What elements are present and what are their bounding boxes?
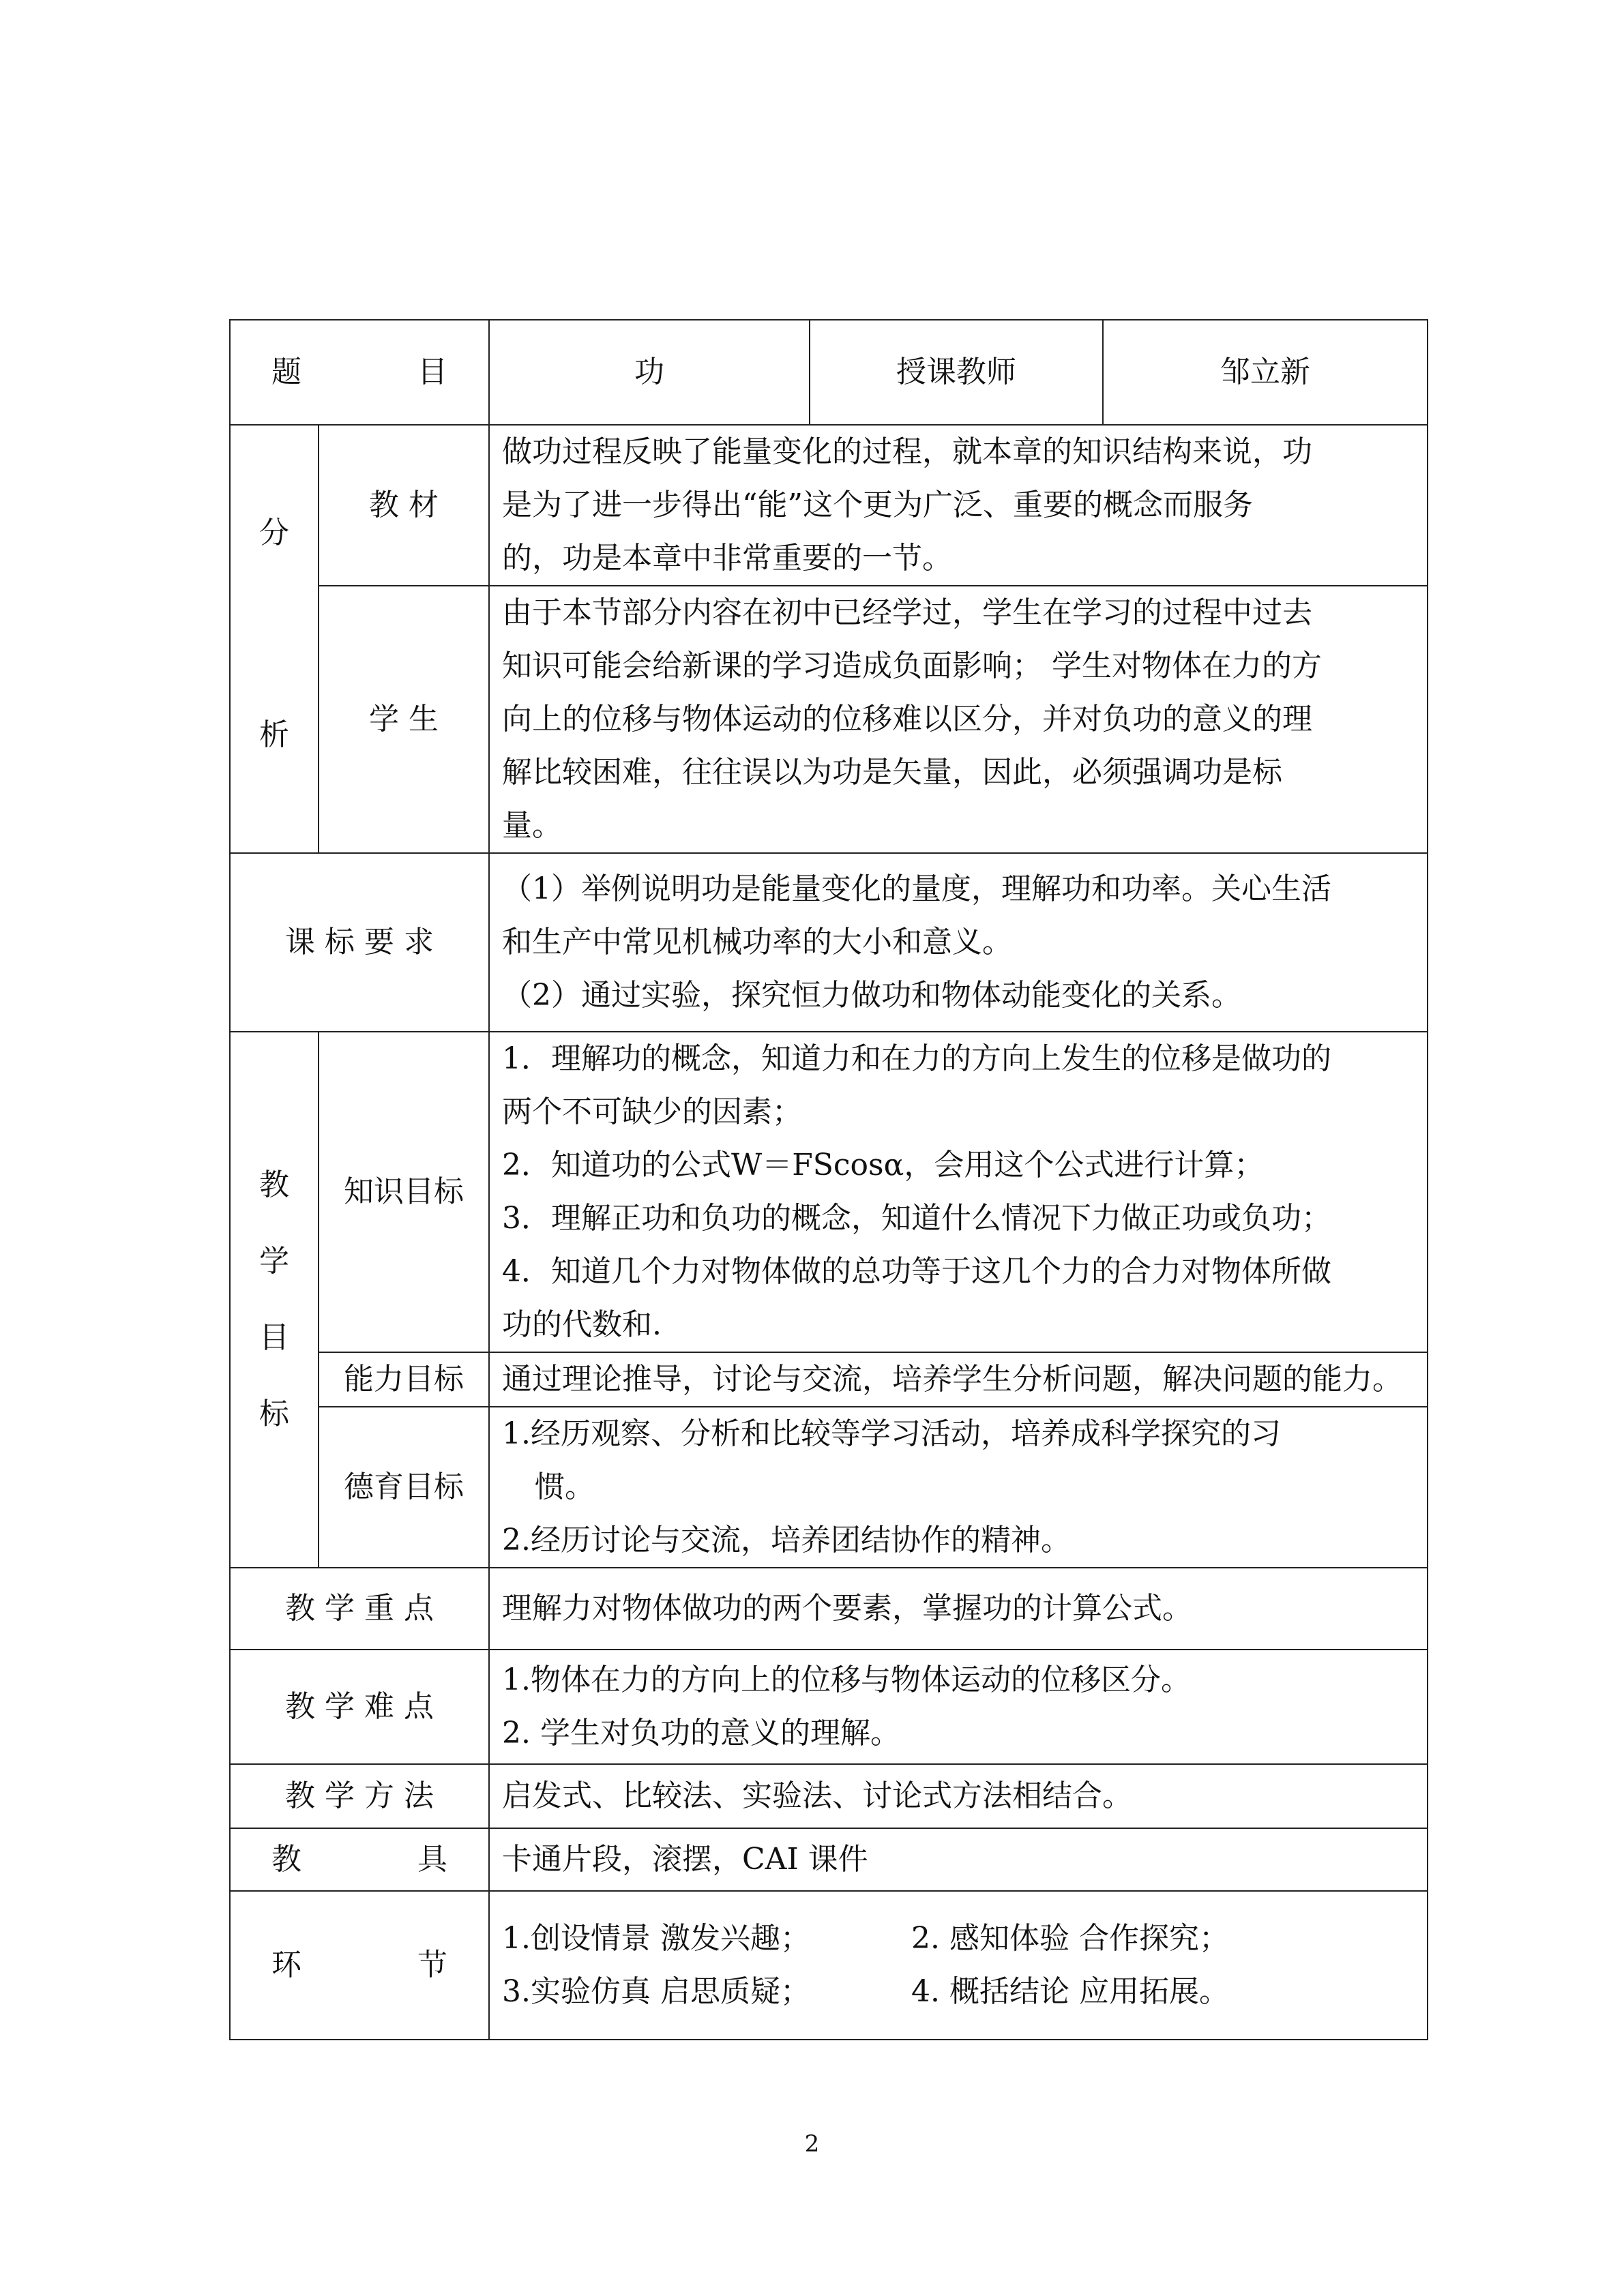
material-label: 教 材 <box>319 425 489 586</box>
stage-item: 4. 概括结论 应用拓展。 <box>911 1974 1229 2009</box>
analysis-char-1: 分 <box>259 516 289 550</box>
knowledge-line: 两个不可缺少的因素； <box>502 1094 802 1129</box>
material-line: 做功过程反映了能量变化的过程，就本章的知识结构来说，功 <box>502 434 1312 469</box>
tools-label-a: 教 <box>271 1842 301 1877</box>
moral-line: 1.经历观察、分析和比较等学习活动，培养成科学探究的习 <box>502 1416 1281 1451</box>
key-point-row <box>230 1568 1428 1650</box>
lesson-plan-table <box>229 319 1428 2040</box>
goals-group-cell <box>230 1032 319 1568</box>
page-number: 2 <box>804 2130 820 2158</box>
tools-label-cell <box>230 1828 489 1891</box>
method-text: 启发式、比较法、实验法、讨论式方法相结合。 <box>489 1764 1428 1828</box>
stages-label-a: 环 <box>271 1948 301 1982</box>
goals-knowledge-row <box>230 1032 1428 1352</box>
knowledge-line: 3．理解正功和负功的概念，知道什么情况下力做正功或负功； <box>502 1201 1331 1236</box>
goals-char: 目 <box>259 1320 289 1355</box>
moral-line: 2.经历讨论与交流，培养团结协作的精神。 <box>502 1523 1071 1557</box>
material-line: 的，功是本章中非常重要的一节。 <box>502 541 952 576</box>
teacher-value: 邹立新 <box>1103 320 1428 425</box>
knowledge-line: 功的代数和. <box>502 1307 662 1342</box>
stage-item: 3.实验仿真 启思质疑； <box>502 1974 810 2009</box>
topic-value: 功 <box>489 320 810 425</box>
stage-item: 2. 感知体验 合作探究； <box>911 1921 1229 1956</box>
analysis-student-row <box>230 586 1428 853</box>
stages-label-cell <box>230 1891 489 2040</box>
curriculum-line: （1）举例说明功是能量变化的量度，理解功和功率。关心生活 <box>502 871 1331 906</box>
difficulty-line: 2. 学生对负功的意义的理解。 <box>502 1716 900 1750</box>
goals-ability-row <box>230 1352 1428 1407</box>
student-line: 解比较困难，往往误以为功是矢量，因此，必须强调功是标 <box>502 755 1282 790</box>
student-line: 由于本节部分内容在初中已经学过，学生在学习的过程中过去 <box>502 595 1312 630</box>
difficulty-label: 教 学 难 点 <box>230 1650 489 1764</box>
goals-char: 学 <box>259 1244 289 1279</box>
header-row <box>230 320 1428 425</box>
analysis-group-cell <box>230 425 319 853</box>
topic-label-cell <box>230 320 489 425</box>
topic-label-a: 题 <box>271 355 301 389</box>
knowledge-label: 知识目标 <box>319 1032 489 1352</box>
ability-text: 通过理论推导，讨论与交流，培养学生分析问题，解决问题的能力。 <box>489 1352 1428 1407</box>
key-point-text: 理解力对物体做功的两个要素，掌握功的计算公式。 <box>489 1568 1428 1650</box>
curriculum-line: 和生产中常见机械功率的大小和意义。 <box>502 925 1012 959</box>
curriculum-row <box>230 853 1428 1032</box>
student-line: 量。 <box>502 808 562 843</box>
student-text <box>489 586 1428 853</box>
stages-label-b: 节 <box>417 1948 447 1982</box>
difficulty-line: 1.物体在力的方向上的位移与物体运动的位移区分。 <box>502 1663 1191 1697</box>
stages-text <box>489 1891 1428 2040</box>
difficulty-row <box>230 1650 1428 1764</box>
tools-text: 卡通片段，滚摆，CAI 课件 <box>489 1828 1428 1891</box>
knowledge-line: 4．知道几个力对物体做的总功等于这几个力的合力对物体所做 <box>502 1254 1331 1289</box>
teacher-label: 授课教师 <box>810 320 1103 425</box>
knowledge-line: 1．理解功的概念，知道力和在力的方向上发生的位移是做功的 <box>502 1041 1331 1076</box>
stage-item: 1.创设情景 激发兴趣； <box>502 1921 810 1956</box>
goals-char: 标 <box>259 1397 289 1431</box>
goals-char: 教 <box>259 1167 289 1202</box>
student-line: 知识可能会给新课的学习造成负面影响； 学生对物体在力的方 <box>502 648 1322 683</box>
tools-row <box>230 1828 1428 1891</box>
analysis-material-row <box>230 425 1428 586</box>
material-text <box>489 425 1428 586</box>
key-point-label: 教 学 重 点 <box>230 1568 489 1650</box>
topic-label-b: 目 <box>417 355 447 389</box>
student-label: 学 生 <box>319 586 489 853</box>
knowledge-line: 2．知道功的公式W＝FScosα，会用这个公式进行计算； <box>502 1148 1265 1182</box>
curriculum-label: 课 标 要 求 <box>230 853 489 1032</box>
method-row <box>230 1764 1428 1828</box>
moral-text <box>489 1407 1428 1568</box>
moral-label: 德育目标 <box>319 1407 489 1568</box>
curriculum-text <box>489 853 1428 1032</box>
knowledge-text <box>489 1032 1428 1352</box>
analysis-char-2: 析 <box>259 717 289 752</box>
ability-label: 能力目标 <box>319 1352 489 1407</box>
method-label: 教 学 方 法 <box>230 1764 489 1828</box>
stages-row <box>230 1891 1428 2040</box>
goals-moral-row <box>230 1407 1428 1568</box>
difficulty-text <box>489 1650 1428 1764</box>
curriculum-line: （2）通过实验，探究恒力做功和物体动能变化的关系。 <box>502 978 1241 1013</box>
student-line: 向上的位移与物体运动的位移难以区分，并对负功的意义的理 <box>502 702 1312 736</box>
moral-line: 惯。 <box>535 1470 595 1504</box>
material-line: 是为了进一步得出“能”这个更为广泛、重要的概念而服务 <box>502 488 1253 522</box>
tools-label-b: 具 <box>417 1842 447 1877</box>
